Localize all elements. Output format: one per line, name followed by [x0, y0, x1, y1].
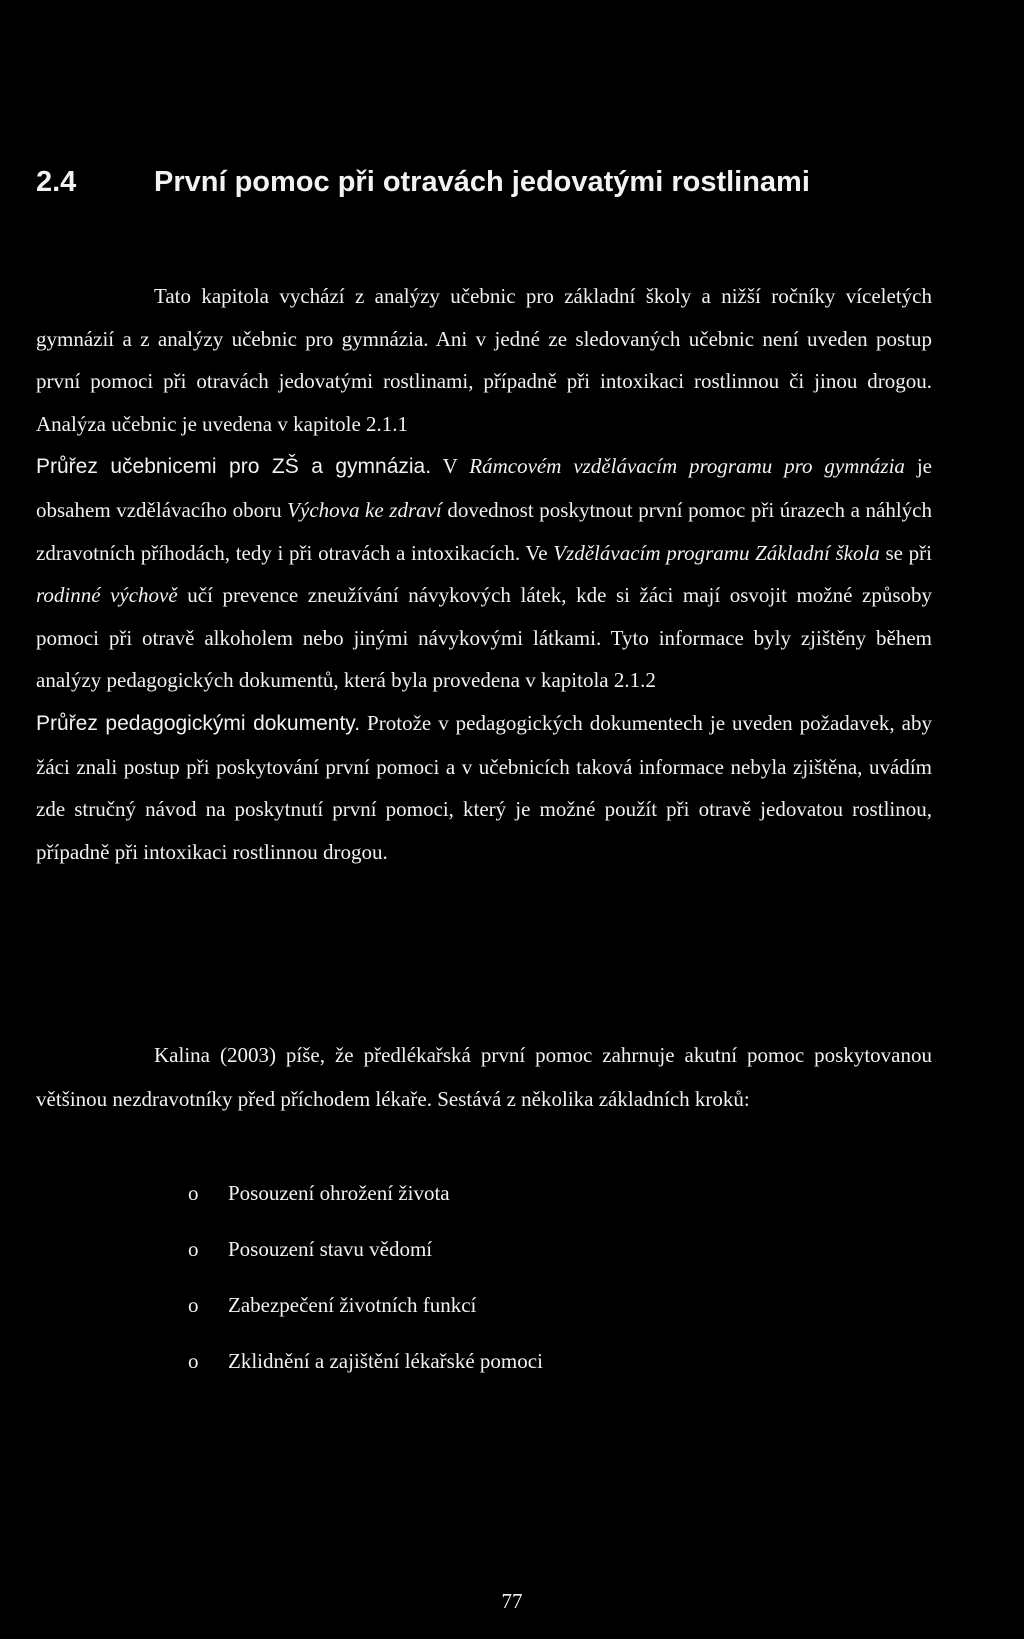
list-item-text: Posouzení ohrožení života [228, 1181, 450, 1205]
bullet-marker: o [188, 1349, 199, 1373]
first-aid-steps-list [188, 1165, 543, 1389]
text-span: se při [879, 540, 932, 565]
page-number: 77 [501, 1589, 523, 1613]
text-span: učí prevence zneužívání návykových látek, kde si žáci mají osvojit možné způsoby pomoci při otravě alkoholem nebo jinými návykovými látkami. Tyto informace byly zjištěny během analýzy pedagogických dokumentů, která byla provedena v kapitola 2.1.2 [36, 583, 932, 693]
italic-term: Vzdělávacím programu Základní škola [553, 540, 880, 565]
section-number: 2.4 [36, 166, 77, 198]
paragraph-intro [36, 275, 932, 873]
text-span: je obsahem vzdělávacího oboru [36, 454, 932, 522]
list-item [188, 1333, 543, 1389]
list-item [188, 1277, 543, 1333]
list-item-text: Zabezpečení životních funkcí [228, 1293, 477, 1317]
bullet-marker: o [188, 1181, 199, 1205]
text-span: Tato kapitola vychází z analýzy učebnic pro základní školy a nižší ročníky víceletých gymnázií a z analýzy učebnic pro gymnázia. Ani v jedné ze sledovaných učebnic není uveden postup první pomoci při otravách jedovatými rostlinami, případně při intoxikaci rostlinnou či jinou drogou. Analýza učebnic je uvedena v kapitole 2.1.1 [36, 284, 932, 436]
list-item [188, 1221, 543, 1277]
bullet-marker: o [188, 1237, 199, 1261]
chapter-reference: Průřez pedagogickými dokumenty. [36, 711, 361, 735]
chapter-reference: Průřez učebnicemi pro ZŠ a gymnázia. [36, 455, 432, 479]
italic-term: rodinné výchově [36, 583, 178, 608]
italic-term: Rámcovém vzdělávacím programu pro gymnázia [469, 454, 905, 479]
list-item-text: Zklidnění a zajištění lékařské pomoci [228, 1349, 543, 1373]
paragraph-kalina: Kalina (2003) píše, že předlékařská první pomoc zahrnuje akutní pomoc poskytovanou většinou nezdravotníky před příchodem lékaře. Sestává z několika základních kroků: [36, 1043, 932, 1111]
text-span: dovednost poskytnout první pomoc při úrazech a náhlých zdravotních příhodách, tedy i při otravách a intoxikacích. Ve [36, 497, 932, 565]
list-item [188, 1165, 543, 1221]
list-item-text: Posouzení stavu vědomí [228, 1237, 433, 1261]
text-span: Protože v pedagogických dokumentech je uveden požadavek, aby žáci znali postup při poskytování první pomoci a v učebnicích taková informace nebyla zjištěna, uvádím zde stručný návod na poskytnutí první pomoci, který je možné použít při otravě jedovatou rostlinou, případně při intoxikaci rostlinnou drogou. [36, 710, 932, 864]
bullet-marker: o [188, 1293, 199, 1317]
text-span: V [431, 454, 470, 479]
section-heading [36, 162, 996, 202]
italic-term: Výchova ke zdraví [287, 497, 442, 522]
section-title: První pomoc při otravách jedovatými rostlinami [154, 166, 810, 198]
